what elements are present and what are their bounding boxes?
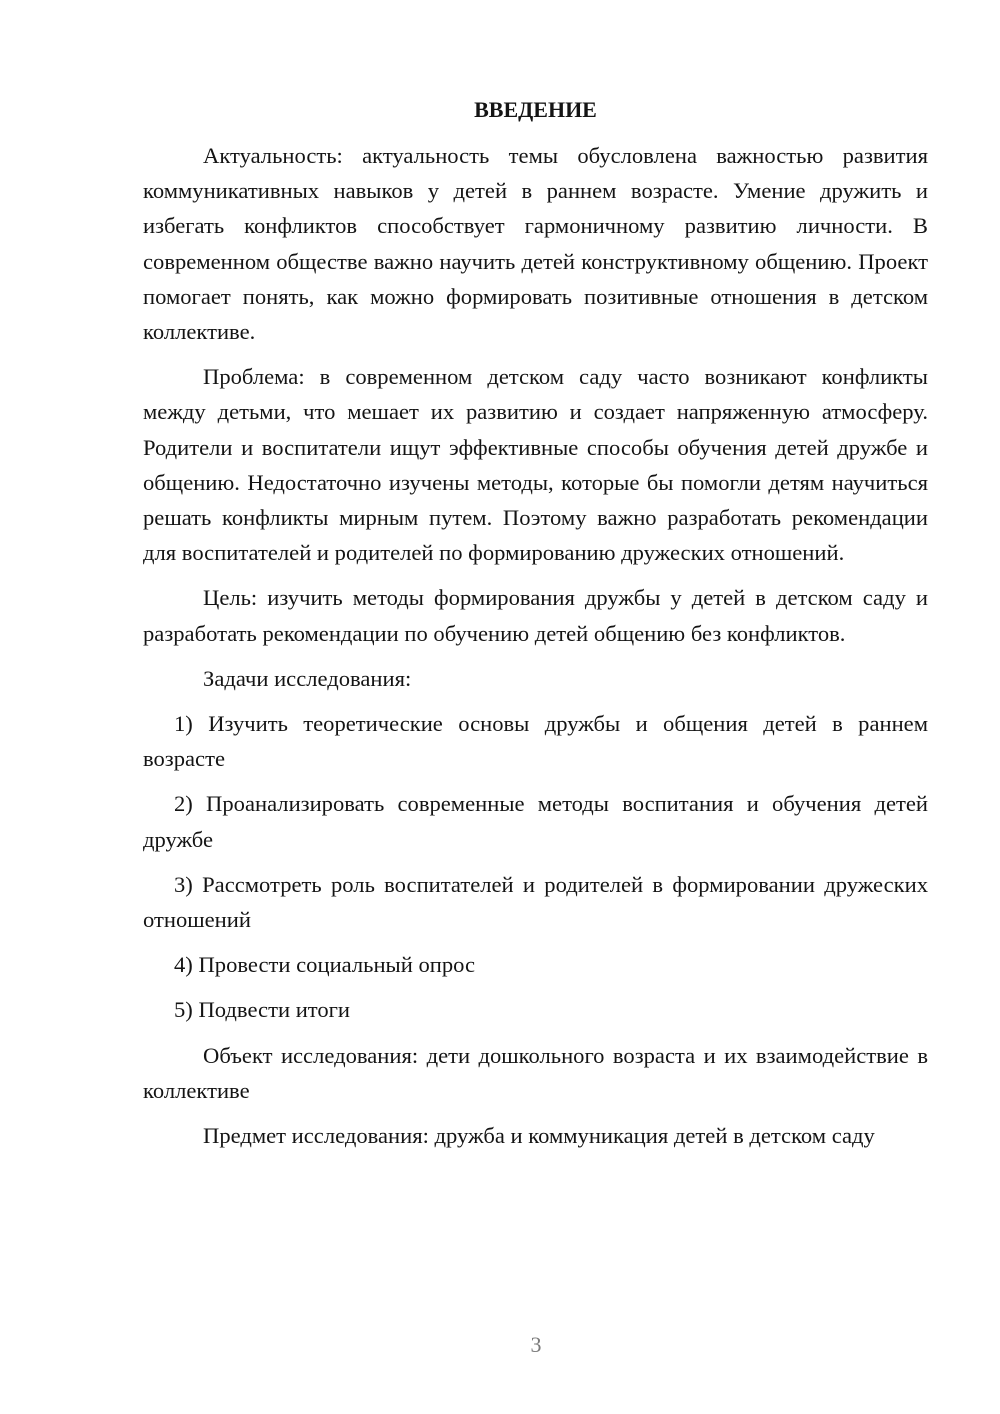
task-item-1: 1) Изучить теоретические основы дружбы и общения детей в раннем возрасте	[143, 711, 928, 772]
research-object-paragraph: Объект исследования: дети дошкольного возраста и их взаимодействие в коллективе	[143, 1042, 928, 1103]
task-item-2: 2) Проанализировать современные методы воспитания и обучения детей дружбе	[143, 791, 928, 852]
page-number: 3	[530, 1332, 542, 1357]
goal-paragraph: Цель: изучить методы формирования дружбы у детей в детском саду и разработать рекомендации по обучению детей общению без конфликтов.	[143, 585, 928, 646]
research-subject-paragraph: Предмет исследования: дружба и коммуникация детей в детском саду	[203, 1123, 875, 1149]
relevance-paragraph: Актуальность: актуальность темы обусловлена важностью развития коммуникативных навыков у детей в раннем возрасте. Умение дружить и избегать конфликтов способствует гармоничному развитию личности. В современном обществе важно научить детей конструктивному общению. Проект помогает понять, как можно формировать позитивные отношения в детском коллективе.	[143, 143, 928, 345]
page-title: ВВЕДЕНИЕ	[474, 97, 597, 122]
problem-paragraph: Проблема: в современном детском саду часто возникают конфликты между детьми, что мешает их развитию и создает напряженную атмосферу. Родители и воспитатели ищут эффективные способы обучения детей дружбе и общению. Недостаточно изучены методы, которые бы помогли детям научиться решать конфликты мирным путем. Поэтому важно разработать рекомендации для воспитателей и родителей по формированию дружеских отношений.	[143, 364, 928, 566]
tasks-list	[143, 706, 928, 1028]
tasks-heading: Задачи исследования:	[203, 665, 412, 691]
task-item-5: 5) Подвести итоги	[174, 997, 351, 1023]
task-item-3: 3) Рассмотреть роль воспитателей и родителей в формировании дружеских отношений	[143, 871, 928, 933]
page-content	[143, 92, 928, 1163]
task-item-4: 4) Провести социальный опрос	[174, 952, 476, 978]
